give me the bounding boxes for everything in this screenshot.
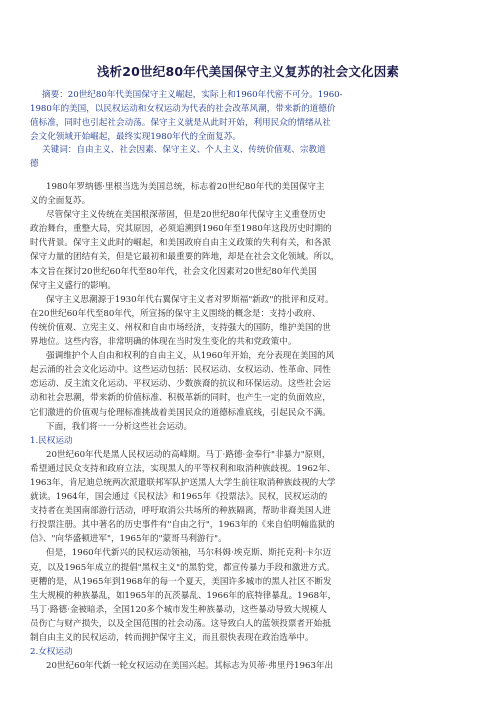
abstract-line: 会文化领域开始崛起，最终实现1980年代的全面复苏。 [30, 132, 241, 143]
paragraph-line: 制自由主义的民权运动，转而拥护保守主义，而且很快表现在政治选举中。 [30, 633, 314, 643]
paragraph-line: 起云涌的社会文化运动中。这些运动包括：民权运动、女权运动、性革命、同性 [30, 365, 331, 376]
abstract-line: 1980年的美国，以民权运动和女权运动为代表的社会改革风潮，带来新的道德价 [30, 104, 336, 115]
paragraph-line: 员伤亡与财产损失，以及全国范围的社会动荡。这导致白人的蓝领投票者开始抵 [30, 618, 331, 629]
paragraph-line: 支持者在美国南部游行活动，呼吁取消公共场所的种族隔离，帮助非裔美国人进 [30, 506, 331, 517]
paragraph-line: 就读。1964年，国会通过《民权法》和1965年《投票法》。民权，民权运动的 [30, 492, 328, 503]
paragraph-line: 本文旨在探讨20世纪60年代至80年代，社会文化因素对20世纪80年代美国 [30, 266, 317, 277]
paragraph-line: 行投票注册。其中著名的历史事件有"自由之行"，1963年的《来自伯明翰监狱的 [30, 520, 335, 531]
document-title: 浅析20世纪80年代美国保守主义复苏的社会文化因素 [96, 64, 400, 79]
paragraph-line: 下面，我们将一一分析这些社会运动。 [46, 421, 193, 432]
paragraph-line: 1980年罗纳德·里根当选为美国总统，标志着20世纪80年代的美国保守主 [46, 182, 325, 192]
paragraph-line: 界地位。这些内容，非常明确的体现在当时发生变化的共和党政策中。 [30, 337, 297, 348]
paragraph-line: 强调维护个人自由和权利的自由主义，从1960年开始，充分表现在美国的风 [46, 351, 335, 362]
paragraph-line: 20世纪60年代是黑人民权运动的高峰期。马丁·路德·金奉行"非暴力"原则， [46, 449, 331, 460]
section-heading: 2.女权运动 [30, 647, 73, 658]
paragraph-line: 政治舞台，重整大局，究其原因，必须追溯到1960年至1980年这段历史时期的 [30, 224, 332, 235]
paragraph-line: 保守力量的团结有关，但是它最初和最重要的阵地，却是在社会文化领域。所以， [30, 252, 340, 263]
paragraph-line: 恋运动、反主流文化运动、平权运动、少数族裔的抗议和环保运动。这些社会运 [30, 379, 331, 390]
paragraph-line: 尽管保守主义传统在美国根深蒂固，但是20世纪80年代保守主义重登历史 [46, 210, 326, 221]
keywords [30, 143, 472, 171]
body-text [30, 180, 472, 673]
paragraph-line: 希望通过民众支持和政府立法，实现黑人的平等权利和取消种族歧视。1962年、 [30, 463, 336, 474]
paragraph-line: 马丁·路德·金被暗杀，全国120多个城市发生种族暴动，这些暴动导致大规模人 [30, 604, 327, 615]
paragraph-line: 但是，1960年代新兴的民权运动领袖，马尔科姆·埃克斯、斯托克利·卡尔迈 [46, 548, 332, 559]
abstract-line: 摘要：20世纪80年代美国保守主义崛起，实际上和1960年代密不可分。1960- [42, 90, 343, 100]
paragraph-line: 在20世纪60年代至80年代，所宣扬的保守主义围绕的概念是：支持小政府、 [30, 308, 321, 319]
paragraph-line: 20世纪60年代新一轮女权运动在美国兴起。其标志为贝蒂·弗里丹1963年出 [46, 661, 334, 672]
paragraph-line: 动和社会思潮，带来新的价值标准、积极革新的同时，也产生一定的负面效应， [30, 393, 331, 404]
abstract [30, 88, 472, 144]
paragraph-line: 保守主义思潮源于1930年代右翼保守主义者对罗斯福"新政"的批评和反对。 [46, 294, 334, 305]
keywords-line: 关键词：自由主义、社会因素、保守主义、个人主义、传统价值观、宗教道 [42, 145, 326, 155]
paragraph-line: 更糟的是，从1965年到1968年的每一个夏天，美国许多城市的黑人社区不断发 [30, 576, 332, 587]
abstract-line: 值标准，同时也引起社会动荡。保守主义就是从此时开始，利用民众的情绪从社 [30, 118, 331, 129]
paragraph-line: 生大规模的种族暴乱，如1965年的瓦茨暴乱、1966年的底特律暴乱。1968年， [30, 590, 337, 601]
paragraph-line: 保守主义盛行的影响。 [30, 280, 116, 291]
paragraph-line: 1963年，肯尼迪总统两次派遣联邦军队护送黑人大学生前往取消种族歧视的大学 [30, 477, 336, 488]
paragraph-line: 义的全面复苏。 [30, 196, 91, 207]
paragraph-line: 时代背景。保守主义此时的崛起，和美国政府自由主义政策的失利有关，和各派 [30, 238, 331, 249]
keywords-line: 德 [30, 159, 39, 170]
paragraph-line: 它们激进的价值观与伦理标准挑战着美国民众的道德标准底线，引起民众不满。 [30, 407, 331, 418]
paragraph-line: 信》、"向华盛顿进军"，1965年的"蒙哥马利游行"。 [30, 534, 227, 545]
paragraph-line: 克，以及1965年成立的提倡"黑权主义"的黑豹党，都宣传暴力手段和激进方式。 [30, 562, 335, 573]
paragraph-line: 传统价值观、立宪主义、州权和自由市场经济，支持强大的国防，维护美国的世 [30, 322, 331, 333]
section-heading: 1.民权运动 [30, 435, 73, 446]
